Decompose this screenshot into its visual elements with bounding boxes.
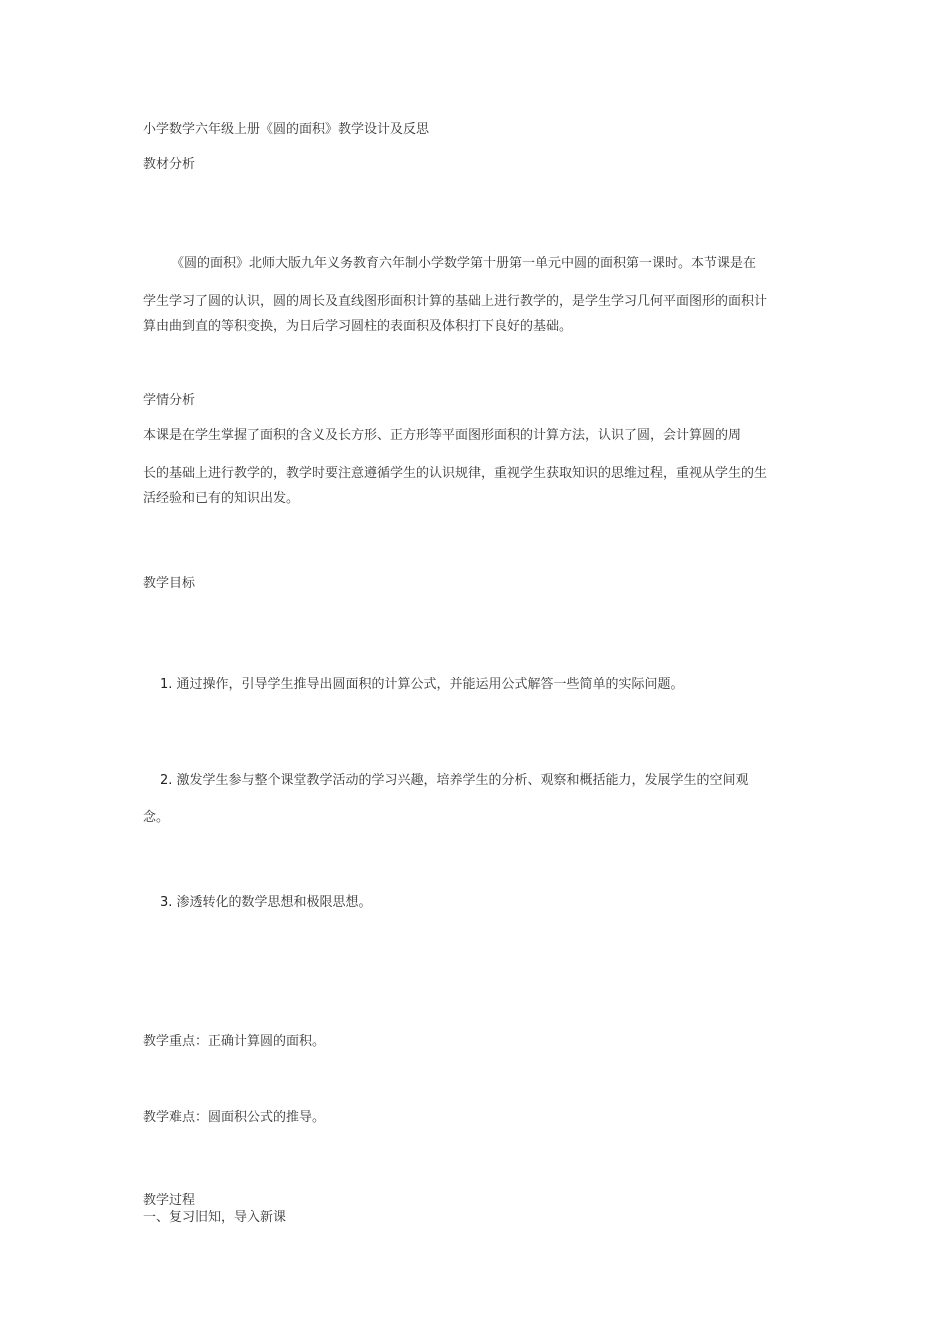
learner-paragraph-line1: 本课是在学生掌握了面积的含义及长方形、正方形等平面图形面积的计算方法，认识了圆，会计算圆的周 [143,428,742,443]
goal-number: 2. [160,773,173,788]
material-paragraph-line2: 学生学习了圆的认识，圆的周长及直线图形面积计算的基础上进行教学的，是学生学习几何平面图形的面积计 [143,294,768,309]
material-heading: 教材分析 [143,157,196,172]
goal-text: 渗透转化的数学思想和极限思想。 [176,895,372,910]
goal-text: 激发学生参与整个课堂教学活动的学习兴趣，培养学生的分析、观察和概括能力，发展学生的空间观 [176,773,749,788]
process-step: 一、复习旧知，导入新课 [143,1210,287,1225]
process-heading: 教学过程 [143,1193,196,1208]
document-title: 小学数学六年级上册《圆的面积》教学设计及反思 [143,122,430,137]
goal-text: 通过操作，引导学生推导出圆面积的计算公式，并能运用公式解答一些简单的实际问题。 [176,677,684,692]
goal-item [160,677,684,693]
goals-heading: 教学目标 [143,576,196,591]
difficulty-point: 教学难点：圆面积公式的推导。 [143,1110,326,1125]
goal-number: 3. [160,895,173,910]
learner-paragraph-line2: 长的基础上进行教学的，教学时要注意遵循学生的认识规律，重视学生获取知识的思维过程，重视从学生的生 [143,466,768,481]
learner-paragraph-line3: 活经验和已有的知识出发。 [143,491,300,506]
material-paragraph-line3: 算由曲到直的等积变换，为日后学习圆柱的表面积及体积打下良好的基础。 [143,319,573,334]
goal-item [160,773,749,789]
learner-heading: 学情分析 [143,393,196,408]
material-paragraph-line1: 《圆的面积》北师大版九年义务教育六年制小学数学第十册第一单元中圆的面积第一课时。本节课是在 [171,256,757,271]
goal-text-continuation: 念。 [143,810,170,825]
key-point: 教学重点：正确计算圆的面积。 [143,1034,326,1049]
goal-number: 1. [160,677,173,692]
goal-item [160,895,372,911]
